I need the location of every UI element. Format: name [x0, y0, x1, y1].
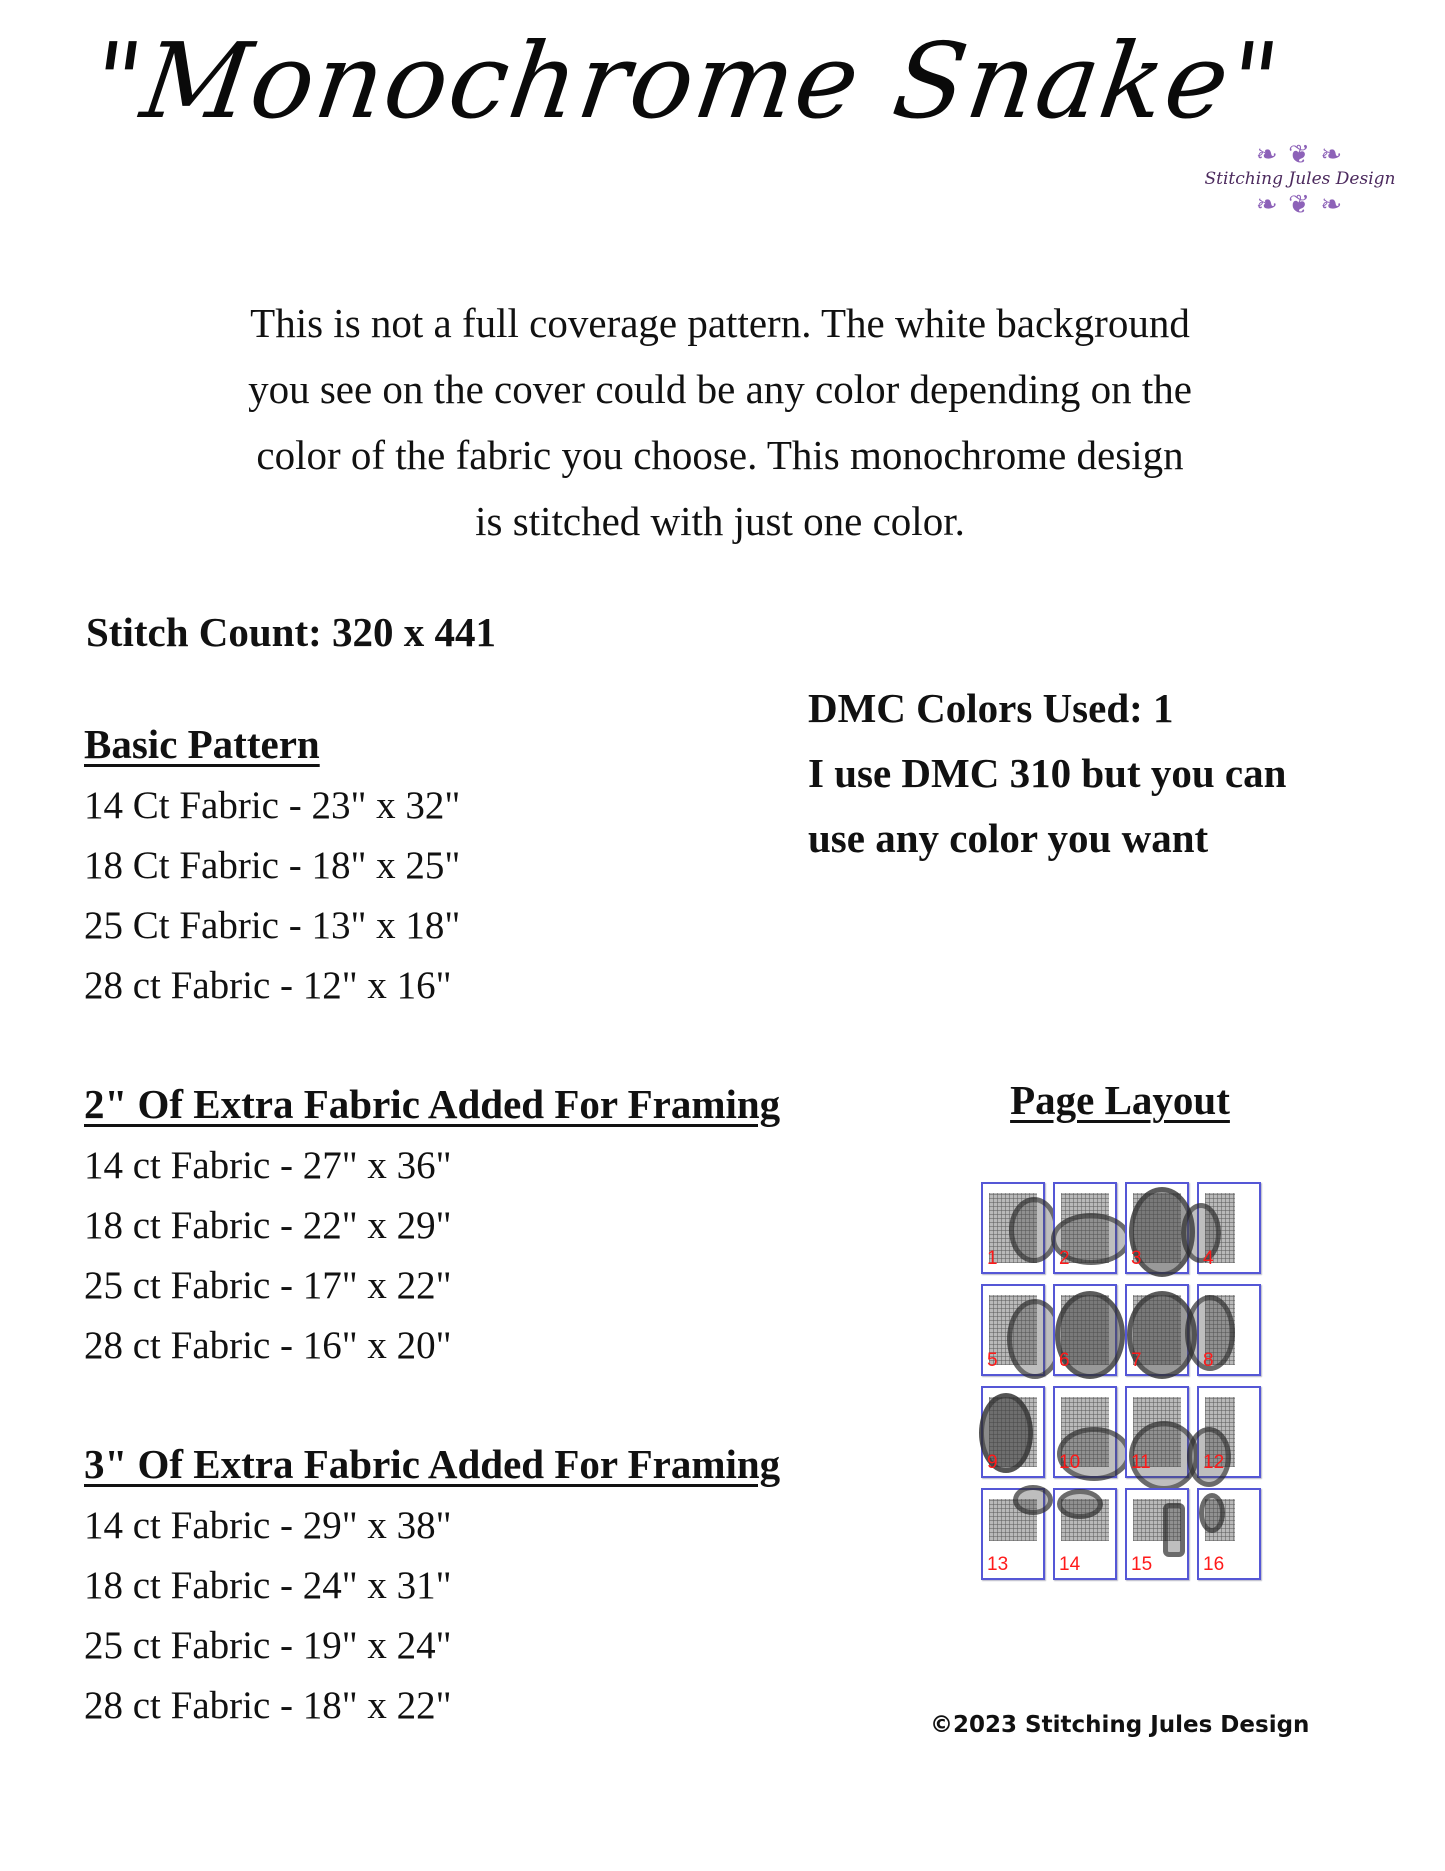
page-thumbnail	[1053, 1488, 1117, 1580]
size-item: 18 Ct Fabric - 18" x 25"	[84, 844, 461, 887]
size-item: 25 ct Fabric - 17" x 22"	[84, 1264, 452, 1307]
size-item: 28 ct Fabric - 18" x 22"	[84, 1684, 452, 1727]
page-thumbnail	[981, 1386, 1045, 1478]
page-number: 1	[987, 1248, 998, 1269]
page-number: 9	[987, 1452, 998, 1473]
page-thumbnail	[981, 1182, 1045, 1274]
stitch-count: Stitch Count: 320 x 441	[86, 609, 497, 655]
page-number: 8	[1203, 1350, 1214, 1371]
size-list	[84, 776, 460, 1016]
page-thumbnail	[981, 1284, 1045, 1376]
dmc-colors-section	[808, 676, 1286, 871]
intro-line: is stitched with just one color.	[475, 498, 965, 544]
intro-line: you see on the cover could be any color depending on the	[248, 366, 1192, 412]
brand-logo	[1200, 142, 1400, 242]
page-number: 3	[1131, 1248, 1142, 1269]
pattern-title: "Monochrome Snake"	[84, 20, 1289, 142]
size-item: 25 Ct Fabric - 13" x 18"	[84, 904, 461, 947]
page-layout-grid	[981, 1182, 1271, 1580]
basic-pattern-section	[84, 720, 460, 1016]
size-item: 18 ct Fabric - 22" x 29"	[84, 1204, 452, 1247]
dmc-note: I use DMC 310 but you can	[808, 750, 1287, 796]
page-thumbnail	[1197, 1182, 1261, 1274]
page-thumbnail	[1197, 1488, 1261, 1580]
size-list	[84, 1496, 780, 1736]
size-item: 28 ct Fabric - 16" x 20"	[84, 1324, 452, 1367]
page-number: 4	[1203, 1248, 1214, 1269]
page-layout-heading: Page Layout	[1010, 1077, 1230, 1123]
chart-preview	[1133, 1499, 1181, 1541]
section-heading: Basic Pattern	[84, 721, 320, 767]
page-number: 13	[987, 1554, 1009, 1575]
size-list	[84, 1136, 780, 1376]
page-number: 6	[1059, 1350, 1070, 1371]
page-number: 12	[1203, 1452, 1225, 1473]
intro-line: This is not a full coverage pattern. The white background	[250, 300, 1190, 346]
page-thumbnail	[1125, 1182, 1189, 1274]
page-thumbnail	[1125, 1488, 1189, 1580]
page-thumbnail	[1053, 1182, 1117, 1274]
page-thumbnail	[1197, 1386, 1261, 1478]
size-item: 14 ct Fabric - 29" x 38"	[84, 1504, 452, 1547]
framing-3in-section	[84, 1440, 780, 1736]
swirl-ornament-icon: ❧ ❦ ❧	[1255, 190, 1345, 219]
page-thumbnail	[1197, 1284, 1261, 1376]
page-number: 15	[1131, 1554, 1153, 1575]
page-number: 16	[1203, 1554, 1225, 1575]
page-thumbnail	[1053, 1284, 1117, 1376]
swirl-ornament-icon: ❧ ❦ ❧	[1255, 140, 1345, 169]
size-item: 14 Ct Fabric - 23" x 32"	[84, 784, 461, 827]
page-thumbnail	[1125, 1386, 1189, 1478]
dmc-note: use any color you want	[808, 815, 1209, 861]
page-thumbnail	[1053, 1386, 1117, 1478]
dmc-count: DMC Colors Used: 1	[808, 685, 1174, 731]
intro-line: color of the fabric you choose. This monochrome design	[256, 432, 1184, 478]
size-item: 25 ct Fabric - 19" x 24"	[84, 1624, 452, 1667]
logo-text: Stitching Jules Design	[1204, 169, 1396, 189]
chart-preview	[1205, 1499, 1235, 1541]
page-number: 10	[1059, 1452, 1081, 1473]
section-heading: 2" Of Extra Fabric Added For Framing	[84, 1081, 781, 1127]
chart-preview	[989, 1499, 1037, 1541]
chart-preview	[1061, 1499, 1109, 1541]
intro-paragraph	[130, 290, 1310, 554]
page-thumbnail	[1125, 1284, 1189, 1376]
page-number: 2	[1059, 1248, 1070, 1269]
page-number: 14	[1059, 1554, 1081, 1575]
page-number: 5	[987, 1350, 998, 1371]
page-thumbnail	[981, 1488, 1045, 1580]
size-item: 14 ct Fabric - 27" x 36"	[84, 1144, 452, 1187]
size-item: 28 ct Fabric - 12" x 16"	[84, 964, 452, 1007]
copyright-notice: ©2023 Stitching Jules Design	[930, 1712, 1310, 1738]
framing-2in-section	[84, 1080, 780, 1376]
page-number: 7	[1131, 1350, 1142, 1371]
page-number: 11	[1131, 1452, 1151, 1473]
section-heading: 3" Of Extra Fabric Added For Framing	[84, 1441, 781, 1487]
size-item: 18 ct Fabric - 24" x 31"	[84, 1564, 452, 1607]
